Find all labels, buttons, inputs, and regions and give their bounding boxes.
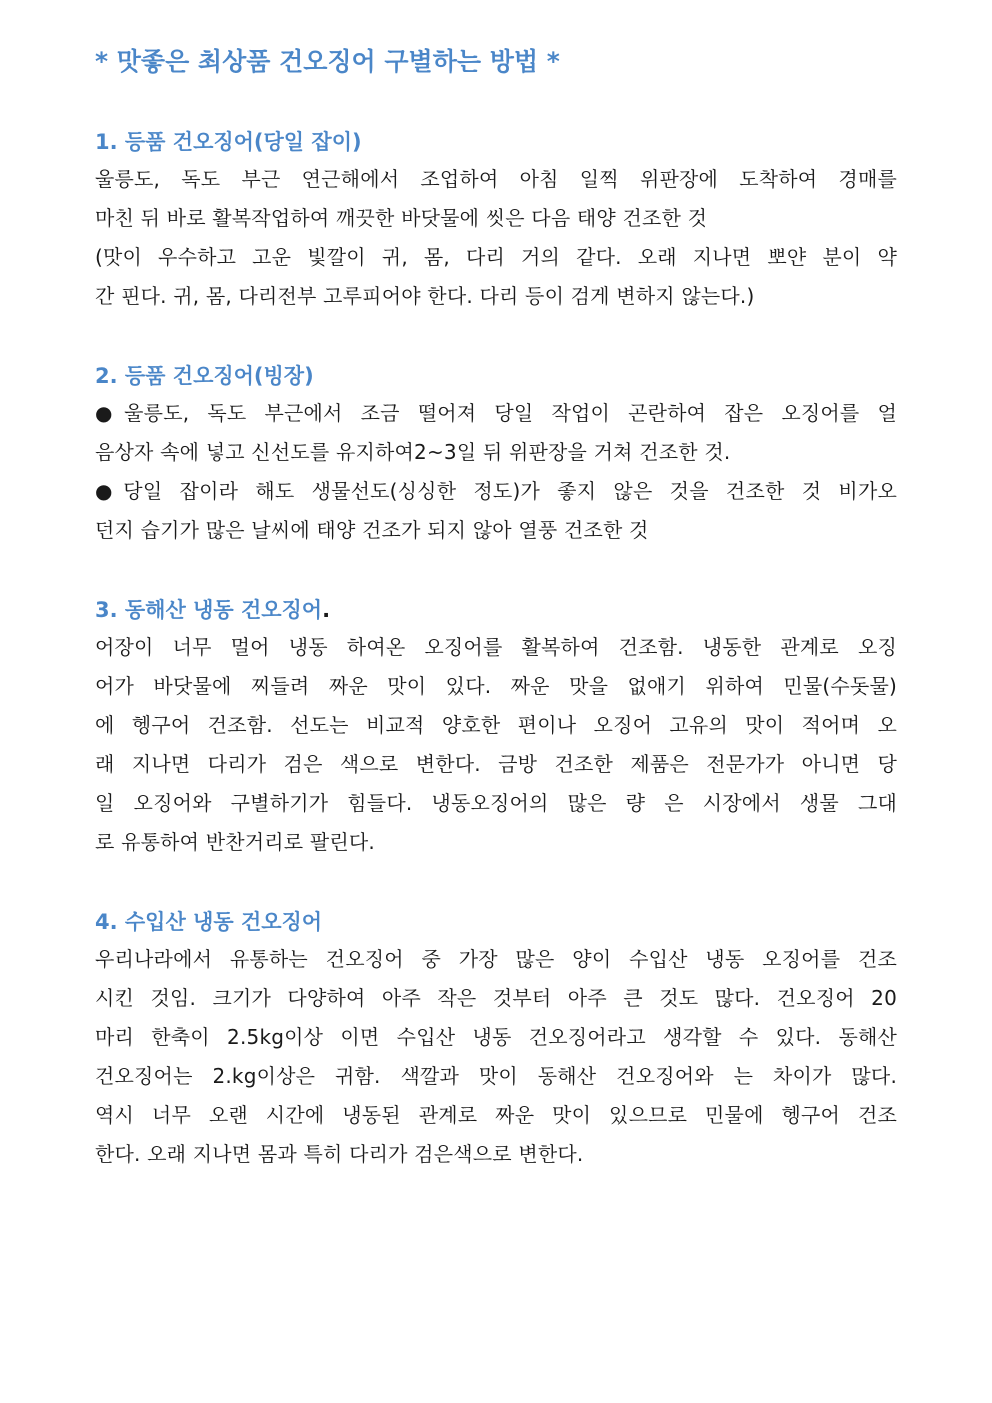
section-heading: 1. 등품 건오징어(당일 잡이) bbox=[95, 130, 362, 154]
text-line: 로 유통하여 반찬거리로 팔린다. bbox=[95, 830, 375, 854]
text-line: 간 핀다. 귀, 몸, 다리전부 고루피어야 한다. 다리 등이 검게 변하지 않는다.) bbox=[95, 284, 755, 308]
text-line: ●울릉도, 독도 부근에서 조금 떨어져 당일 작업이 곤란하여 잡은 오징어를 얼 bbox=[95, 401, 897, 425]
section-heading: 4. 수입산 냉동 건오징어 bbox=[95, 910, 323, 934]
text-line: 마친 뒤 바로 활복작업하여 깨끗한 바닷물에 씻은 다음 태양 건조한 것 bbox=[95, 206, 708, 230]
text-line: 음상자 속에 넣고 신선도를 유지하여2~3일 뒤 위판장을 거쳐 건조한 것. bbox=[95, 440, 731, 464]
section-paragraph bbox=[95, 394, 897, 472]
text-line: 우리나라에서 유통하는 건오징어 중 가장 많은 양이 수입산 냉동 오징어를 건조 bbox=[95, 947, 897, 971]
section-paragraph bbox=[95, 628, 897, 862]
section-heading bbox=[95, 592, 897, 628]
text-line: 에 헹구어 건조함. 선도는 비교적 양호한 편이나 오징어 고유의 맛이 적어며 오 bbox=[95, 713, 897, 737]
text-line: ●당일 잡이라 해도 생물선도(싱싱한 정도)가 좋지 않은 것을 건조한 것 비가오 bbox=[95, 479, 897, 503]
text-line: 어가 바닷물에 찌들려 짜운 맛이 있다. 짜운 맛을 없애기 위하여 민물(수돗물) bbox=[95, 674, 897, 698]
text-line: 마리 한축이 2.5kg이상 이면 수입산 냉동 건오징어라고 생각할 수 있다. 동해산 bbox=[95, 1025, 897, 1049]
section-1 bbox=[95, 124, 897, 316]
text-line: 일 오징어와 구별하기가 힘들다. 냉동오징어의 많은 량 은 시장에서 생물 그대 bbox=[95, 791, 897, 815]
text-line: 시킨 것임. 크기가 다양하여 아주 작은 것부터 아주 큰 것도 많다. 건오징어 20 bbox=[95, 986, 897, 1010]
section-heading-suffix: . bbox=[322, 598, 331, 622]
section-4 bbox=[95, 904, 897, 1174]
section-3 bbox=[95, 592, 897, 862]
section-heading: 2. 등품 건오징어(빙장) bbox=[95, 364, 314, 388]
text-line: 던지 습기가 많은 날씨에 태양 건조가 되지 않아 열풍 건조한 것 bbox=[95, 518, 649, 542]
section-paragraph bbox=[95, 472, 897, 550]
section-paragraph bbox=[95, 160, 897, 238]
text-line: 어장이 너무 멀어 냉동 하여온 오징어를 활복하여 건조함. 냉동한 관계로 오징 bbox=[95, 635, 897, 659]
text-line: 역시 너무 오랜 시간에 냉동된 관계로 짜운 맛이 있으므로 민물에 헹구어 건조 bbox=[95, 1103, 897, 1127]
text-line: (맛이 우수하고 고운 빛깔이 귀, 몸, 다리 거의 같다. 오래 지나면 뽀얀 분이 약 bbox=[95, 245, 897, 269]
text-line: 건오징어는 2.kg이상은 귀함. 색깔과 맛이 동해산 건오징어와 는 차이가 많다. bbox=[95, 1064, 897, 1088]
section-2 bbox=[95, 358, 897, 550]
section-paragraph bbox=[95, 940, 897, 1174]
section-paragraph bbox=[95, 238, 897, 316]
text-line: 래 지나면 다리가 검은 색으로 변한다. 금방 건조한 제품은 전문가가 아니면 당 bbox=[95, 752, 897, 776]
text-line: 한다. 오래 지나면 몸과 특히 다리가 검은색으로 변한다. bbox=[95, 1142, 584, 1166]
section-heading-text: 3. 동해산 냉동 건오징어 bbox=[95, 598, 323, 622]
document-title: * 맛좋은 최상품 건오징어 구별하는 방법 * bbox=[95, 47, 560, 76]
text-line: 울릉도, 독도 부근 연근해에서 조업하여 아침 일찍 위판장에 도착하여 경매를 bbox=[95, 167, 897, 191]
